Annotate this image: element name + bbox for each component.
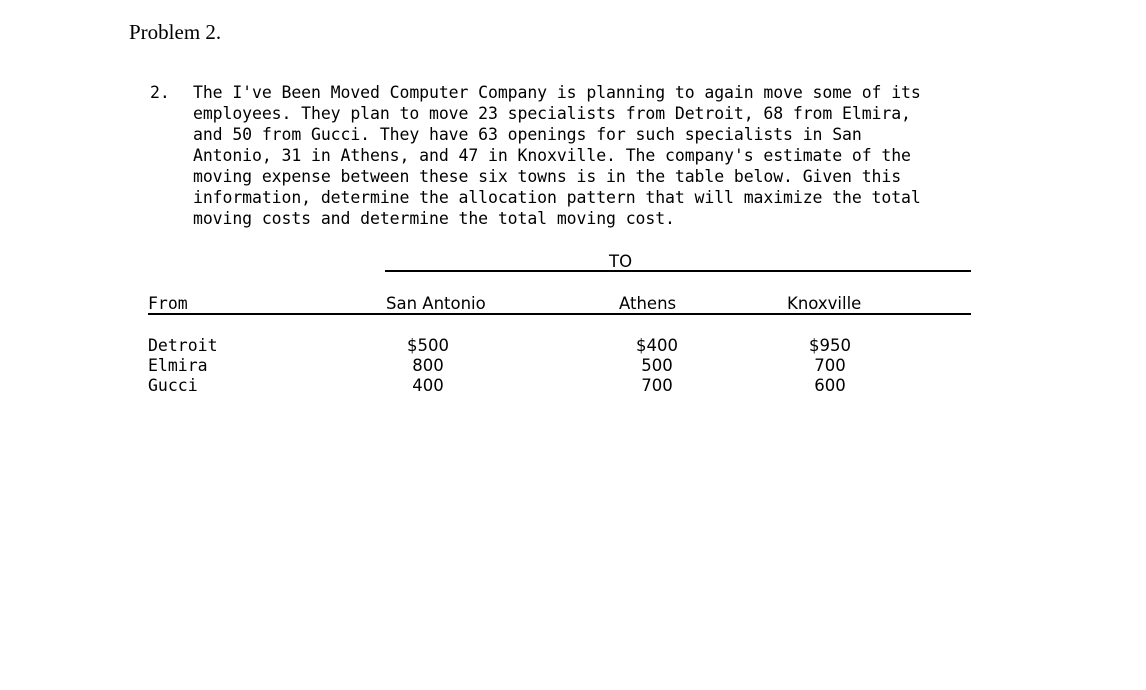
column-header-knoxville: Knoxville [787, 294, 862, 313]
problem-line: moving expense between these six towns is in the table below. Given this [193, 167, 902, 186]
row-label-elmira: Elmira [148, 356, 208, 375]
problem-line: moving costs and determine the total moving cost. [193, 209, 675, 228]
to-header-rule [385, 270, 971, 272]
page-heading: Problem 2. [129, 20, 222, 44]
row-label-detroit: Detroit [148, 336, 218, 355]
cell-elmira-knoxville: 700 [814, 356, 846, 375]
cell-detroit-san-antonio: $500 [407, 336, 449, 355]
cell-detroit-athens: $400 [636, 336, 678, 355]
problem-line: The I've Been Moved Computer Company is planning to again move some of its [193, 83, 921, 102]
row-label-gucci: Gucci [148, 376, 198, 395]
problem-number: 2. [150, 83, 170, 102]
header-rule [148, 313, 971, 315]
problem-line: Antonio, 31 in Athens, and 47 in Knoxville. The company's estimate of the [193, 146, 911, 165]
problem-line: and 50 from Gucci. They have 63 openings for such specialists in San [193, 125, 862, 144]
cell-gucci-athens: 700 [641, 376, 673, 395]
from-header: From [148, 294, 188, 313]
cell-detroit-knoxville: $950 [809, 336, 851, 355]
problem-line: employees. They plan to move 23 specialists from Detroit, 68 from Elmira, [193, 104, 911, 123]
cell-gucci-knoxville: 600 [814, 376, 846, 395]
column-header-san-antonio: San Antonio [386, 294, 486, 313]
problem-line: information, determine the allocation pattern that will maximize the total [193, 188, 921, 207]
column-header-athens: Athens [619, 294, 677, 313]
to-header: TO [609, 252, 633, 271]
cell-elmira-athens: 500 [641, 356, 673, 375]
cell-elmira-san-antonio: 800 [412, 356, 444, 375]
cell-gucci-san-antonio: 400 [412, 376, 444, 395]
